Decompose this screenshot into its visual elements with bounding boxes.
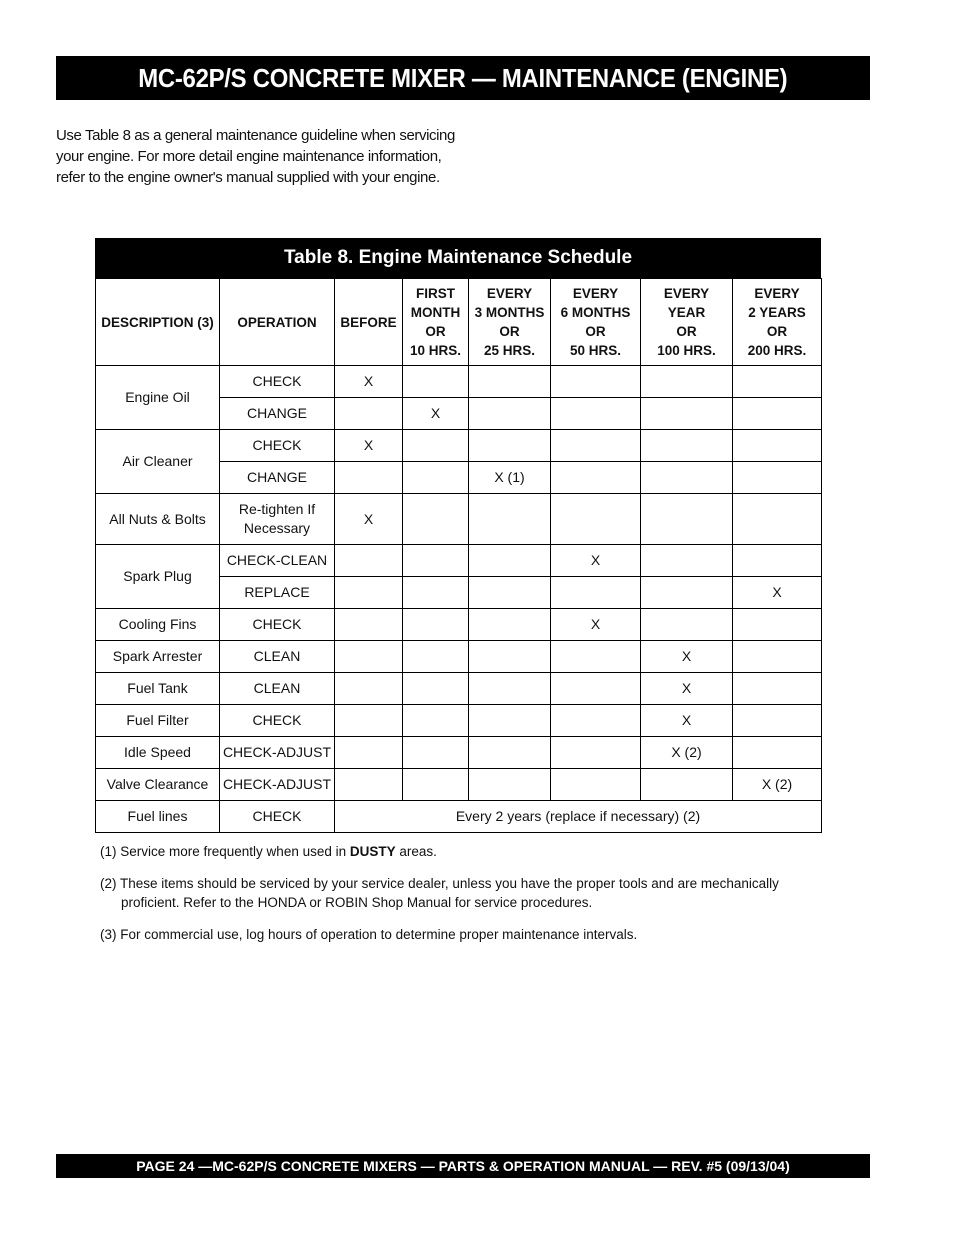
schedule-cell: X xyxy=(551,609,641,641)
table-row xyxy=(96,705,822,737)
schedule-cell xyxy=(641,577,733,609)
operation-cell: CHECK xyxy=(220,801,335,833)
table-row xyxy=(96,673,822,705)
schedule-cell xyxy=(733,366,822,398)
schedule-cell xyxy=(403,769,469,801)
table-row xyxy=(96,494,822,545)
schedule-cell xyxy=(469,430,551,462)
footer-text: PAGE 24 —MC-62P/S CONCRETE MIXERS — PARTS & OPERATION MANUAL — REV. #5 (09/13/04) xyxy=(136,1158,790,1174)
description-cell: Fuel Filter xyxy=(96,705,220,737)
schedule-cell xyxy=(335,673,403,705)
schedule-cell xyxy=(733,398,822,430)
column-header: EVERY YEAR OR 100 HRS. xyxy=(641,279,733,366)
schedule-cell xyxy=(403,609,469,641)
schedule-cell xyxy=(641,609,733,641)
page-header-bar xyxy=(56,56,870,100)
column-header: EVERY 6 MONTHS OR 50 HRS. xyxy=(551,279,641,366)
schedule-cell xyxy=(335,609,403,641)
schedule-cell xyxy=(403,545,469,577)
page-footer-bar xyxy=(56,1154,870,1178)
schedule-cell xyxy=(403,737,469,769)
description-cell: Fuel Tank xyxy=(96,673,220,705)
schedule-cell xyxy=(641,769,733,801)
schedule-cell xyxy=(733,705,822,737)
description-cell: Engine Oil xyxy=(96,366,220,430)
schedule-cell: X xyxy=(733,577,822,609)
maintenance-table-container xyxy=(95,238,821,833)
schedule-cell xyxy=(551,462,641,494)
table-row xyxy=(96,609,822,641)
schedule-cell xyxy=(733,641,822,673)
footnote-2: (2) These items should be serviced by your service dealer, unless you have the proper tools and are mechanically proficient. Refer to the HONDA or ROBIN Shop Manual for service procedures. xyxy=(100,876,779,910)
schedule-cell xyxy=(403,577,469,609)
column-header: OPERATION xyxy=(220,279,335,366)
schedule-cell xyxy=(733,673,822,705)
schedule-cell xyxy=(551,705,641,737)
interval-note-cell: Every 2 years (replace if necessary) (2) xyxy=(335,801,822,833)
schedule-cell xyxy=(551,769,641,801)
schedule-cell xyxy=(641,398,733,430)
schedule-cell: X xyxy=(641,641,733,673)
table-row xyxy=(96,641,822,673)
table-row xyxy=(96,737,822,769)
schedule-cell xyxy=(335,577,403,609)
operation-cell: CHECK xyxy=(220,609,335,641)
column-header: FIRST MONTH OR 10 HRS. xyxy=(403,279,469,366)
schedule-cell xyxy=(335,769,403,801)
column-header: EVERY 3 MONTHS OR 25 HRS. xyxy=(469,279,551,366)
schedule-cell: X xyxy=(335,366,403,398)
schedule-cell xyxy=(551,577,641,609)
description-cell: Air Cleaner xyxy=(96,430,220,494)
operation-cell: CHECK-ADJUST xyxy=(220,769,335,801)
schedule-cell: X xyxy=(641,673,733,705)
schedule-cell xyxy=(551,673,641,705)
table-title: Table 8. Engine Maintenance Schedule xyxy=(95,238,821,278)
schedule-cell xyxy=(469,545,551,577)
footnote-3: (3) For commercial use, log hours of operation to determine proper maintenance intervals. xyxy=(100,927,638,942)
schedule-cell xyxy=(335,737,403,769)
schedule-cell xyxy=(733,462,822,494)
schedule-cell xyxy=(469,641,551,673)
schedule-cell xyxy=(551,737,641,769)
description-cell: Cooling Fins xyxy=(96,609,220,641)
schedule-cell xyxy=(733,737,822,769)
schedule-cell xyxy=(551,430,641,462)
schedule-cell: X xyxy=(335,494,403,545)
schedule-cell xyxy=(403,673,469,705)
schedule-cell xyxy=(641,462,733,494)
operation-cell: Re-tighten If Necessary xyxy=(220,494,335,545)
intro-paragraph xyxy=(56,125,476,188)
schedule-cell xyxy=(335,398,403,430)
intro-line: refer to the engine owner's manual supplied with your engine. xyxy=(56,169,440,186)
intro-line: your engine. For more detail engine maintenance information, xyxy=(56,148,442,165)
schedule-cell xyxy=(469,737,551,769)
schedule-cell: X (2) xyxy=(641,737,733,769)
schedule-cell xyxy=(469,705,551,737)
table-row xyxy=(96,430,822,462)
column-header: DESCRIPTION (3) xyxy=(96,279,220,366)
description-cell: Idle Speed xyxy=(96,737,220,769)
schedule-cell xyxy=(403,462,469,494)
schedule-cell xyxy=(403,705,469,737)
schedule-cell xyxy=(469,673,551,705)
schedule-cell xyxy=(403,366,469,398)
operation-cell: CHANGE xyxy=(220,398,335,430)
description-cell: Spark Arrester xyxy=(96,641,220,673)
operation-cell: REPLACE xyxy=(220,577,335,609)
operation-cell: CLEAN xyxy=(220,641,335,673)
description-cell: Fuel lines xyxy=(96,801,220,833)
schedule-cell xyxy=(641,545,733,577)
page-title: MC-62P/S CONCRETE MIXER — MAINTENANCE (ENGINE) xyxy=(138,62,788,93)
schedule-cell xyxy=(469,577,551,609)
schedule-cell xyxy=(469,609,551,641)
schedule-cell xyxy=(551,641,641,673)
schedule-cell xyxy=(733,609,822,641)
schedule-cell: X (1) xyxy=(469,462,551,494)
schedule-cell xyxy=(733,494,822,545)
schedule-cell: X (2) xyxy=(733,769,822,801)
column-header: BEFORE xyxy=(335,279,403,366)
schedule-cell xyxy=(469,494,551,545)
table-row xyxy=(96,801,822,833)
schedule-cell xyxy=(403,494,469,545)
description-cell: Spark Plug xyxy=(96,545,220,609)
schedule-cell xyxy=(469,769,551,801)
maintenance-schedule-table xyxy=(95,278,822,833)
operation-cell: CLEAN xyxy=(220,673,335,705)
schedule-cell xyxy=(335,705,403,737)
schedule-cell xyxy=(403,430,469,462)
operation-cell: CHECK xyxy=(220,366,335,398)
schedule-cell: X xyxy=(641,705,733,737)
schedule-cell: X xyxy=(551,545,641,577)
schedule-cell xyxy=(733,545,822,577)
schedule-cell xyxy=(641,430,733,462)
operation-cell: CHANGE xyxy=(220,462,335,494)
description-cell: All Nuts & Bolts xyxy=(96,494,220,545)
schedule-cell xyxy=(403,641,469,673)
operation-cell: CHECK-CLEAN xyxy=(220,545,335,577)
table-row xyxy=(96,366,822,398)
schedule-cell xyxy=(641,366,733,398)
description-cell: Valve Clearance xyxy=(96,769,220,801)
schedule-cell xyxy=(551,398,641,430)
schedule-cell xyxy=(641,494,733,545)
table-row xyxy=(96,545,822,577)
schedule-cell xyxy=(335,462,403,494)
schedule-cell xyxy=(551,366,641,398)
table-row xyxy=(96,769,822,801)
schedule-cell xyxy=(469,398,551,430)
schedule-cell xyxy=(335,641,403,673)
schedule-cell xyxy=(733,430,822,462)
operation-cell: CHECK xyxy=(220,430,335,462)
footnote-1: (1) Service more frequently when used in DUSTY areas. xyxy=(100,844,437,859)
schedule-cell: X xyxy=(335,430,403,462)
column-header: EVERY 2 YEARS OR 200 HRS. xyxy=(733,279,822,366)
operation-cell: CHECK xyxy=(220,705,335,737)
intro-line: Use Table 8 as a general maintenance guideline when servicing xyxy=(56,127,455,144)
schedule-cell xyxy=(551,494,641,545)
footnotes xyxy=(100,842,800,957)
schedule-cell xyxy=(335,545,403,577)
operation-cell: CHECK-ADJUST xyxy=(220,737,335,769)
schedule-cell xyxy=(469,366,551,398)
table-header-row xyxy=(96,279,822,366)
schedule-cell: X xyxy=(403,398,469,430)
